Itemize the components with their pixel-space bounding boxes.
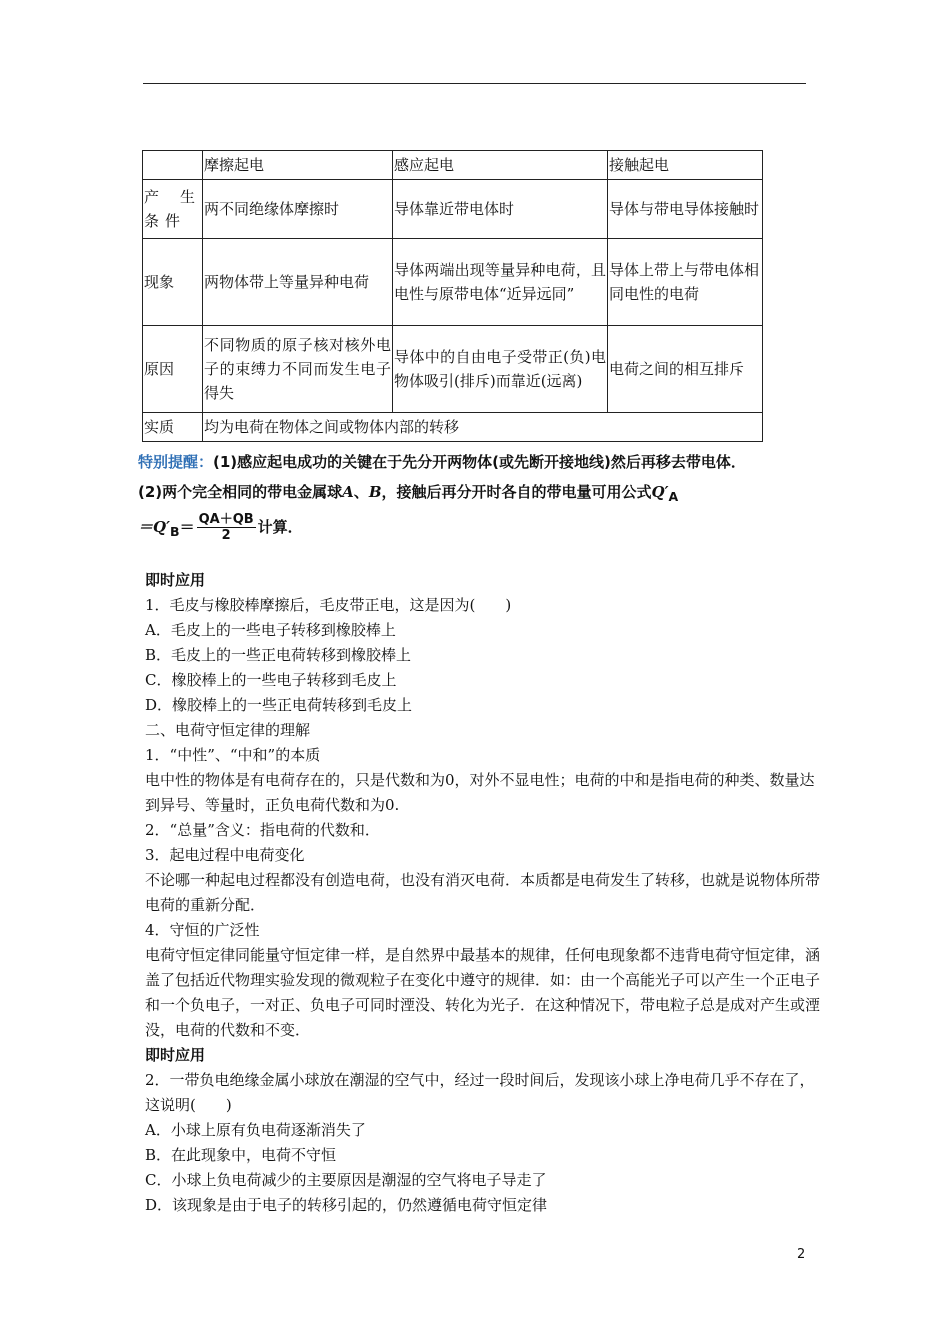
table-header-cell: 感应起电 bbox=[393, 151, 608, 180]
table-row bbox=[143, 326, 763, 413]
option: D．该现象是由于电子的转移引起的，仍然遵循电荷守恒定律 bbox=[145, 1196, 548, 1214]
row-label: 原因 bbox=[143, 326, 203, 413]
table-cell: 导体两端出现等量异种电荷，且电性与原带电体“近异远同” bbox=[393, 239, 608, 326]
page-number: 2 bbox=[797, 1247, 806, 1262]
subsection-title: 4．守恒的广泛性 bbox=[145, 921, 260, 939]
section-heading: 即时应用 bbox=[145, 571, 206, 589]
table-cell: 导体上带上与带电体相同电性的电荷 bbox=[608, 239, 763, 326]
table-row bbox=[143, 413, 763, 442]
table-cell: 导体与带电导体接触时 bbox=[608, 180, 763, 239]
formula-equals: ＝ bbox=[179, 518, 195, 536]
option: C．小球上负电荷减少的主要原因是潮湿的空气将电子导走了 bbox=[145, 1171, 547, 1189]
option: A．毛皮上的一些电子转移到橡胶棒上 bbox=[145, 621, 396, 639]
header-rule bbox=[143, 83, 806, 84]
subsection-title: 2．“总量”含义：指电荷的代数和． bbox=[145, 821, 380, 839]
tip-sep: 、 bbox=[353, 483, 369, 501]
subsection-title: 1．“中性”、“中和”的本质 bbox=[145, 746, 321, 764]
table-cell: 不同物质的原子核对核外电子的束缚力不同而发生电子得失 bbox=[203, 326, 393, 413]
subscript-a: A bbox=[668, 489, 679, 504]
var-a: A bbox=[342, 483, 354, 501]
row-label: 实质 bbox=[143, 413, 203, 442]
formula-q-a: Q′ bbox=[651, 483, 669, 501]
option: A．小球上原有负电荷逐渐消失了 bbox=[145, 1121, 366, 1139]
subscript-b: B bbox=[170, 524, 180, 539]
option: C．橡胶棒上的一些电子转移到毛皮上 bbox=[145, 671, 397, 689]
option: D．橡胶棒上的一些正电荷转移到毛皮上 bbox=[145, 696, 413, 714]
var-b: B bbox=[368, 483, 382, 501]
body-text bbox=[145, 568, 825, 1218]
section-title: 二、电荷守恒定律的理解 bbox=[145, 721, 311, 739]
table-header-cell: 接触起电 bbox=[608, 151, 763, 180]
tip-line-2 bbox=[138, 479, 788, 510]
table-cell: 两物体带上等量异种电荷 bbox=[203, 239, 393, 326]
table-row bbox=[143, 180, 763, 239]
table-header-cell: 摩擦起电 bbox=[203, 151, 393, 180]
tip-text-1: (1)感应起电成功的关键在于先分开两物体(或先断开接地线)然后再移去带电体． bbox=[213, 453, 746, 471]
tip-formula bbox=[138, 512, 788, 545]
table-cell: 电荷之间的相互排斥 bbox=[608, 326, 763, 413]
comparison-table bbox=[142, 150, 763, 442]
table-cell-merged: 均为电荷在物体之间或物体内部的转移 bbox=[203, 413, 763, 442]
special-tip bbox=[138, 449, 788, 545]
tip-line-1 bbox=[138, 449, 788, 475]
section-heading: 即时应用 bbox=[145, 1046, 206, 1064]
table-row bbox=[143, 239, 763, 326]
option: B．毛皮上的一些正电荷转移到橡胶棒上 bbox=[145, 646, 412, 664]
row-label: 现象 bbox=[143, 239, 203, 326]
tip-lead: 特别提醒： bbox=[138, 453, 214, 471]
fraction bbox=[197, 512, 256, 543]
paragraph: 不论哪一种起电过程都没有创造电荷，也没有消灭电荷．本质都是电荷发生了转移，也就是说物体所带电荷的重新分配． bbox=[145, 871, 821, 914]
question: 1．毛皮与橡胶棒摩擦后，毛皮带正电，这是因为( ) bbox=[145, 596, 512, 614]
row-label: 产生条件 bbox=[143, 180, 203, 239]
subsection-title: 3．起电过程中电荷变化 bbox=[145, 846, 305, 864]
formula-tail: 计算． bbox=[257, 518, 303, 536]
paragraph: 电荷守恒定律同能量守恒定律一样，是自然界中最基本的规律，任何电现象都不违背电荷守恒定律，涵盖了包括近代物理实验发现的微观粒子在变化中遵守的规律．如：由一个高能光子可以产生一个正电子和一个负电子，一对正、负电子可同时湮没、转化为光子．在这种情况下，带电粒子总是成对产生或湮没，电荷的代数和不变． bbox=[145, 946, 821, 1039]
question: 2．一带负电绝缘金属小球放在潮湿的空气中，经过一段时间后，发现该小球上净电荷几乎不存在了，这说明( ) bbox=[145, 1071, 815, 1114]
table-header-cell bbox=[143, 151, 203, 180]
fraction-denominator: 2 bbox=[221, 528, 231, 543]
table-cell: 两不同绝缘体摩擦时 bbox=[203, 180, 393, 239]
table-cell: 导体靠近带电体时 bbox=[393, 180, 608, 239]
table-header-row bbox=[143, 151, 763, 180]
paragraph: 电中性的物体是有电荷存在的，只是代数和为0，对外不显电性；电荷的中和是指电荷的种类、数量达到异号、等量时，正负电荷代数和为0. bbox=[145, 771, 815, 814]
table-cell: 导体中的自由电子受带正(负)电物体吸引(排斥)而靠近(远离) bbox=[393, 326, 608, 413]
fraction-numerator: QA＋QB bbox=[198, 512, 254, 527]
formula-q-b: ＝Q′ bbox=[138, 518, 171, 536]
option: B．在此现象中，电荷不守恒 bbox=[145, 1146, 337, 1164]
tip-text-2: (2)两个完全相同的带电金属球 bbox=[138, 483, 343, 501]
tip-text-3: ，接触后再分开时各自的带电量可用公式 bbox=[381, 483, 652, 501]
